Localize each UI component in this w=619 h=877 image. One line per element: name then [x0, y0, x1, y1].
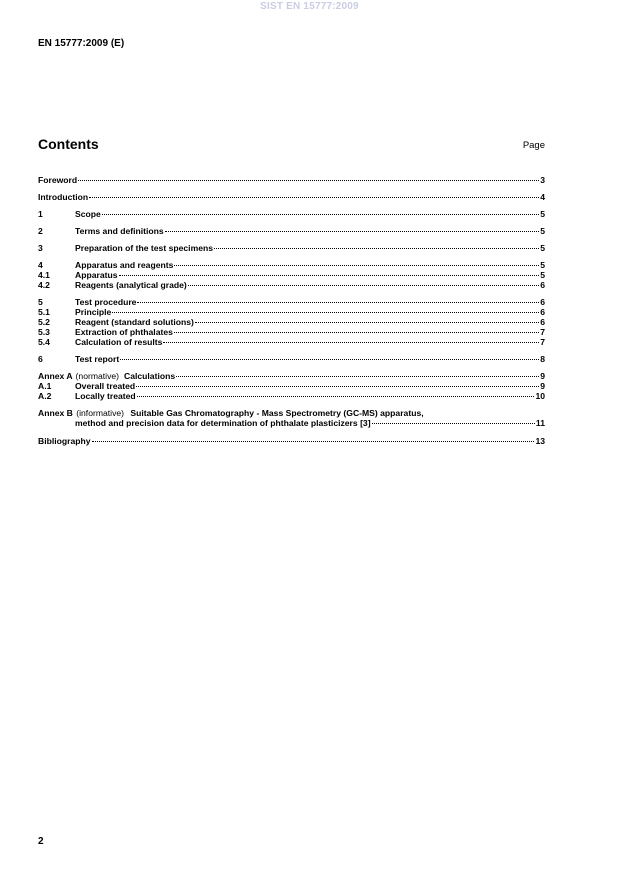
annex-qualifier: (informative) — [76, 408, 125, 418]
dot-leader — [176, 376, 539, 377]
dot-leader — [137, 396, 535, 397]
toc-title: Principle — [75, 307, 112, 317]
dot-leader — [120, 359, 539, 360]
dot-leader — [112, 312, 539, 313]
toc-entry-4-1[interactable] — [38, 270, 545, 280]
toc-page: 5 — [540, 209, 545, 219]
toc-entry-3[interactable] — [38, 243, 545, 253]
annex-b-first-line — [38, 408, 545, 418]
toc-title: Reagents (analytical grade) — [75, 280, 187, 290]
toc-page: 5 — [540, 243, 545, 253]
toc-entry-annex-a[interactable] — [38, 371, 545, 381]
toc-entry-5-1[interactable] — [38, 307, 545, 317]
dot-leader — [174, 332, 539, 333]
toc-page: 7 — [540, 327, 545, 337]
dot-leader — [119, 275, 540, 276]
dot-leader — [136, 386, 539, 387]
toc-entry-4[interactable] — [38, 260, 545, 270]
toc-number: A.1 — [38, 381, 52, 391]
dot-leader — [372, 423, 535, 424]
toc-entry-a-1[interactable] — [38, 381, 545, 391]
dot-leader — [163, 342, 539, 343]
toc-title: Calculation of results — [75, 337, 163, 347]
toc-page: 5 — [540, 260, 545, 270]
toc-title: Bibliography — [38, 436, 91, 446]
annex-prefix: Annex B — [38, 408, 73, 418]
contents-title: Contents — [38, 136, 99, 152]
table-of-contents — [38, 175, 545, 446]
toc-number: 5.3 — [38, 327, 50, 337]
page-column-label: Page — [522, 140, 545, 151]
annex-b-second-line — [38, 418, 545, 428]
toc-title: Preparation of the test specimens — [75, 243, 214, 253]
toc-title: Suitable Gas Chromatography - Mass Spectrometry (GC-MS) apparatus, — [130, 408, 424, 418]
dot-leader — [92, 441, 535, 442]
toc-number: 5 — [38, 297, 43, 307]
toc-number: 1 — [38, 209, 43, 219]
dot-leader — [78, 180, 539, 181]
document-id: EN 15777:2009 (E) — [38, 38, 125, 49]
toc-entry-5-2[interactable] — [38, 317, 545, 327]
dot-leader — [188, 285, 539, 286]
toc-page: 6 — [540, 280, 545, 290]
toc-page: 7 — [540, 337, 545, 347]
dot-leader — [89, 197, 539, 198]
toc-page: 6 — [540, 317, 545, 327]
toc-title-continued: method and precision data for determination of phthalate plasticizers [3] — [75, 418, 371, 428]
toc-entry-5[interactable] — [38, 297, 545, 307]
toc-entry-1[interactable] — [38, 209, 545, 219]
toc-entry-foreword[interactable] — [38, 175, 545, 185]
dot-leader — [102, 214, 539, 215]
toc-title: Locally treated — [75, 391, 136, 401]
toc-entry-5-3[interactable] — [38, 327, 545, 337]
watermark: SIST EN 15777:2009 — [260, 1, 359, 12]
dot-leader — [165, 231, 540, 232]
toc-page: 10 — [535, 391, 545, 401]
toc-title: Foreword — [38, 175, 78, 185]
toc-page: 3 — [540, 175, 545, 185]
dot-leader — [195, 322, 539, 323]
toc-entry-6[interactable] — [38, 354, 545, 364]
dot-leader — [174, 265, 539, 266]
toc-page: 5 — [540, 226, 545, 236]
toc-number: 2 — [38, 226, 43, 236]
toc-entry-annex-b[interactable] — [38, 408, 545, 428]
toc-number: 5.1 — [38, 307, 50, 317]
toc-page: 6 — [540, 297, 545, 307]
dot-leader — [214, 248, 539, 249]
dot-leader — [137, 302, 539, 303]
toc-title: Introduction — [38, 192, 89, 202]
toc-page: 13 — [535, 436, 545, 446]
toc-page: 8 — [540, 354, 545, 364]
toc-title: Apparatus and reagents — [75, 260, 174, 270]
toc-number: 6 — [38, 354, 43, 364]
toc-title: Scope — [75, 209, 101, 219]
toc-number: 3 — [38, 243, 43, 253]
toc-title: Terms and definitions — [75, 226, 164, 236]
toc-page: 11 — [535, 418, 545, 428]
toc-entry-2[interactable] — [38, 226, 545, 236]
toc-number: 5.4 — [38, 337, 50, 347]
toc-title: Apparatus — [75, 270, 118, 280]
toc-title: Extraction of phthalates — [75, 327, 173, 337]
toc-entry-4-2[interactable] — [38, 280, 545, 290]
annex-prefix: Annex A — [38, 371, 73, 381]
toc-title: Calculations — [124, 371, 176, 381]
toc-number: 5.2 — [38, 317, 50, 327]
toc-page: 9 — [540, 371, 545, 381]
toc-entry-bibliography[interactable] — [38, 436, 545, 446]
toc-number: 4 — [38, 260, 43, 270]
page-number: 2 — [38, 836, 44, 847]
toc-title: Test report — [75, 354, 120, 364]
toc-number: A.2 — [38, 391, 52, 401]
toc-page: 4 — [540, 192, 545, 202]
toc-title: Test procedure — [75, 297, 137, 307]
toc-page: 9 — [540, 381, 545, 391]
annex-qualifier: (normative) — [75, 371, 120, 381]
toc-title: Reagent (standard solutions) — [75, 317, 194, 327]
toc-page: 5 — [540, 270, 545, 280]
toc-entry-introduction[interactable] — [38, 192, 545, 202]
toc-title: Overall treated — [75, 381, 136, 391]
toc-entry-5-4[interactable] — [38, 337, 545, 347]
toc-number: 4.1 — [38, 270, 50, 280]
toc-entry-a-2[interactable] — [38, 391, 545, 401]
toc-page: 6 — [540, 307, 545, 317]
toc-number: 4.2 — [38, 280, 50, 290]
